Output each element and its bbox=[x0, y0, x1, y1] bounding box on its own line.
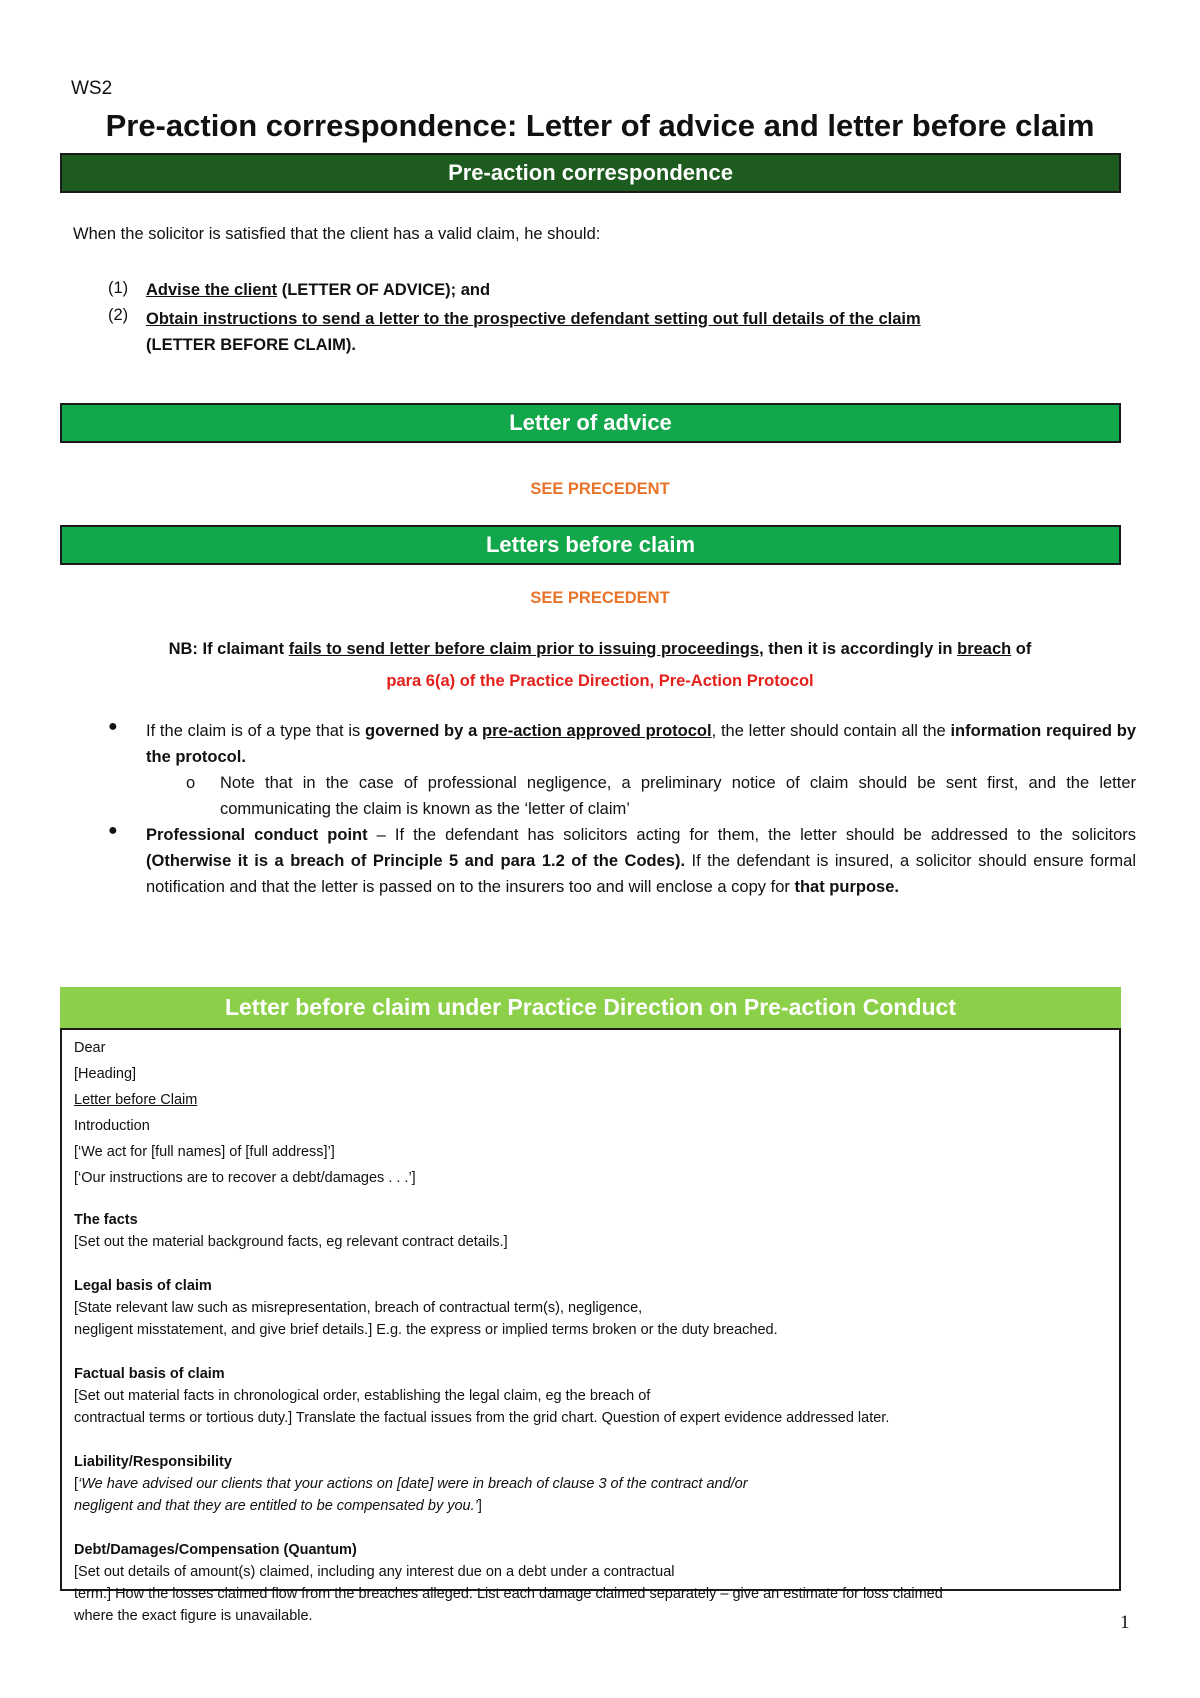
nb-text-d: breach bbox=[957, 640, 1012, 658]
bullet-item-1 bbox=[146, 718, 1136, 770]
list-number-1: (1) bbox=[108, 279, 129, 297]
template-subheading: The facts bbox=[74, 1212, 138, 1228]
list-item-2 bbox=[146, 306, 1136, 358]
nb-text-c: , then it is accordingly in bbox=[759, 640, 958, 658]
sub-bullet-marker: o bbox=[186, 774, 196, 792]
section-heading-letters-before-claim bbox=[60, 525, 1121, 565]
section-heading-text: Letters before claim bbox=[485, 532, 696, 557]
template-line: [‘Our instructions are to recover a debt/damages . . .’] bbox=[74, 1170, 416, 1186]
bracket-text: ] bbox=[477, 1498, 482, 1514]
section-heading-text: Letter of advice bbox=[509, 410, 672, 435]
list-item-2-rest: (LETTER BEFORE CLAIM). bbox=[146, 336, 356, 354]
bullet-item-2 bbox=[146, 822, 1136, 900]
list-item-1-emphasis: Advise the client bbox=[146, 281, 278, 299]
letter-template-box bbox=[60, 987, 1121, 1624]
list-item-2-emphasis: Obtain instructions to send a letter to the prospective defendant setting out full details of the claim bbox=[146, 310, 921, 328]
nb-note bbox=[0, 636, 1200, 662]
template-line: term.] How the losses claimed flow from the breaches alleged. List each damage claimed separately – give an estimate for loss claimed bbox=[74, 1586, 943, 1602]
intro-text: When the solicitor is satisfied that the client has a valid claim, he should: bbox=[73, 225, 601, 243]
template-line: [Heading] bbox=[74, 1066, 137, 1082]
template-line: Dear bbox=[74, 1040, 106, 1056]
template-line: [State relevant law such as misrepresentation, breach of contractual term(s), negligence, bbox=[74, 1300, 643, 1316]
see-precedent-claim: SEE PRECEDENT bbox=[530, 589, 670, 607]
template-subheading: Debt/Damages/Compensation (Quantum) bbox=[74, 1542, 357, 1558]
page-number: 1 bbox=[1120, 1612, 1130, 1633]
bullet2-text-e: that purpose. bbox=[794, 878, 899, 896]
italic-text: ‘We have advised our clients that your actions on [date] were in breach of clause 3 of the contract and/or bbox=[78, 1476, 748, 1492]
template-line: negligent misstatement, and give brief details.] E.g. the express or implied terms broken or the duty breached. bbox=[74, 1322, 778, 1338]
bullet1-text-e: information required by the protocol. bbox=[146, 722, 1137, 766]
worksheet-label: WS2 bbox=[71, 78, 113, 99]
template-line bbox=[74, 1473, 1104, 1495]
template-line: where the exact figure is unavailable. bbox=[74, 1608, 313, 1624]
sub-bullet-item-1: Note that in the case of professional negligence, a preliminary notice of claim should be sent first, and the letter communicating the claim is known as the ‘letter of claim’ bbox=[220, 774, 1136, 818]
template-box-heading-text: Letter before claim under Practice Direction on Pre-action Conduct bbox=[224, 994, 957, 1020]
template-line: contractual terms or tortious duty.] Translate the factual issues from the grid chart. Question of expert evidence addressed later. bbox=[74, 1410, 890, 1426]
nb-text-b: fails to send letter before claim prior to issuing proceedings bbox=[288, 640, 760, 658]
bullet1-text-a: If the claim is of a type that is bbox=[146, 722, 366, 740]
see-precedent-advice: SEE PRECEDENT bbox=[530, 480, 670, 498]
template-subheading: Liability/Responsibility bbox=[74, 1454, 232, 1470]
bullet1-text-d: , the letter should contain all the bbox=[711, 722, 951, 740]
section-heading-text: Pre-action correspondence bbox=[448, 160, 733, 185]
template-line: [Set out details of amount(s) claimed, including any interest due on a debt under a contractual bbox=[74, 1564, 675, 1580]
bullet2-text-b: – If the defendant has solicitors acting for them, the letter should be addressed to the solicitors bbox=[367, 826, 1136, 844]
bullet1-text-b: governed by a bbox=[365, 722, 483, 740]
template-box-heading bbox=[60, 987, 1121, 1030]
nb-text-a: NB: If claimant bbox=[168, 640, 289, 658]
bracket-text: [ bbox=[74, 1476, 79, 1492]
template-line bbox=[74, 1495, 1104, 1517]
bullet2-text-a: Professional conduct point bbox=[146, 826, 368, 844]
section-heading-pre-action bbox=[60, 153, 1121, 193]
template-line: Letter before Claim bbox=[74, 1092, 198, 1108]
template-subheading: Factual basis of claim bbox=[74, 1366, 225, 1382]
nb-reference: para 6(a) of the Practice Direction, Pre-Action Protocol bbox=[386, 672, 814, 690]
italic-text: negligent and that they are entitled to be compensated by you.’ bbox=[74, 1498, 478, 1514]
template-line: [Set out material facts in chronological order, establishing the legal claim, eg the breach of bbox=[74, 1388, 651, 1404]
document-title: Pre-action correspondence: Letter of advice and letter before claim bbox=[105, 108, 1095, 143]
list-item-1 bbox=[146, 279, 490, 301]
bullet2-text-d: If the defendant is insured, a solicitor should ensure formal notification and that the letter is passed on to the insurers too and will enclose a copy for bbox=[146, 852, 1136, 896]
bullet-icon: ● bbox=[108, 822, 118, 839]
bullet2-text-c: (Otherwise it is a breach of Principle 5 and para 1.2 of the Codes). bbox=[146, 852, 686, 870]
bullet-icon: ● bbox=[108, 718, 118, 735]
list-item-1-rest: (LETTER OF ADVICE); and bbox=[277, 281, 491, 299]
bullet1-text-c: pre-action approved protocol bbox=[482, 722, 712, 740]
template-line: Introduction bbox=[74, 1118, 150, 1134]
template-subheading: Legal basis of claim bbox=[74, 1278, 212, 1294]
list-number-2: (2) bbox=[108, 306, 129, 324]
template-line: [‘We act for [full names] of [full address]’] bbox=[74, 1144, 335, 1160]
template-box-body bbox=[74, 1037, 1104, 1627]
section-heading-letter-of-advice bbox=[60, 403, 1121, 443]
nb-text-e: of bbox=[1011, 640, 1032, 658]
template-line: [Set out the material background facts, eg relevant contract details.] bbox=[74, 1234, 508, 1250]
